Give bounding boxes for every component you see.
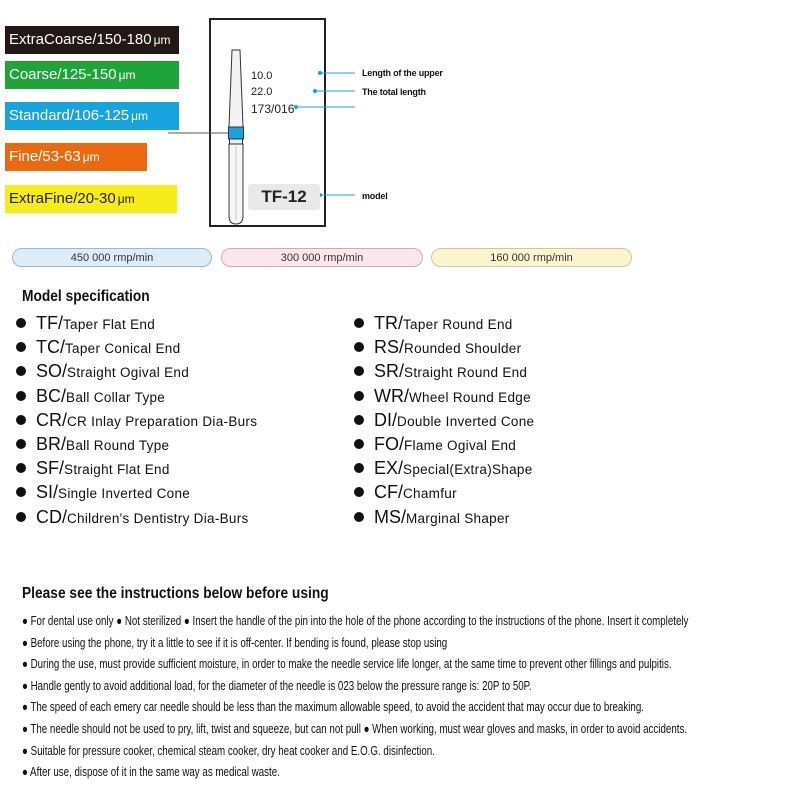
model-description: Straight Flat End xyxy=(64,462,170,478)
model-description: Straight Round End xyxy=(404,365,528,381)
instruction-line: ● The needle should not be used to pry, lift, twist and squeeze, but can not pull ● When working, must wear gloves and masks, in order to avoid accidents. xyxy=(22,722,688,736)
model-description: Wheel Round Edge xyxy=(409,389,531,405)
model-code: CF/ xyxy=(374,482,403,503)
model-badge: TF-12 xyxy=(248,184,320,210)
bur-head xyxy=(229,50,243,127)
bullet-icon xyxy=(354,342,364,352)
callout-length-upper: Length of the upper xyxy=(362,68,443,78)
model-description: Taper Conical End xyxy=(65,341,181,357)
spec-total-length: 22.0 xyxy=(251,86,273,98)
speed-pill-300000: 300 000 rmp/min xyxy=(221,248,423,267)
grit-label: Coarse/125-150 xyxy=(9,66,117,83)
model-spec-item xyxy=(16,361,189,383)
model-spec-item xyxy=(354,410,534,432)
bullet-icon xyxy=(354,439,364,449)
model-code: BC/ xyxy=(36,385,67,406)
model-description: Taper Flat End xyxy=(63,317,155,332)
model-spec-item xyxy=(16,337,180,359)
model-spec-item xyxy=(16,482,190,504)
model-description: Marginal Shaper xyxy=(406,510,510,526)
model-spec-item xyxy=(354,507,510,529)
model-spec-item xyxy=(354,361,527,383)
callout-model: model xyxy=(362,191,388,201)
bur-neck xyxy=(230,139,243,144)
model-spec-item xyxy=(354,386,531,408)
speed-pill-450000: 450 000 rmp/min xyxy=(12,248,212,267)
model-description: Chamfur xyxy=(403,486,457,502)
model-description: Special(Extra)Shape xyxy=(403,462,533,478)
model-spec-item xyxy=(354,313,513,335)
model-code: SR/ xyxy=(374,361,405,382)
model-spec-item xyxy=(16,434,169,456)
instruction-line: ● The speed of each emery car needle should be less than the maximum allowable speed, to avoid the accident that may occur due to breaking. xyxy=(22,700,644,715)
model-spec-item xyxy=(16,458,170,480)
instruction-line: ● For dental use only ● Not sterilized ● Insert the handle of the pin into the hole of the phone according to the instructions of the phone. Insert it completely xyxy=(22,614,689,628)
model-code: FO/ xyxy=(374,434,404,454)
model-code: SI/ xyxy=(36,482,59,503)
bullet-icon xyxy=(354,487,364,497)
bullet-icon xyxy=(16,366,26,376)
instructions-heading: Please see the instructions below before using xyxy=(22,585,329,602)
grit-unit: μm xyxy=(118,68,136,82)
instruction-line: ● Suitable for pressure cooker, chemical steam cooker, dry heat cooker and E.O.G. disinfection. xyxy=(22,743,435,758)
grit-unit: μm xyxy=(131,109,149,123)
model-spec-item xyxy=(16,410,257,432)
callout-dot xyxy=(313,89,317,93)
spec-length-upper: 10.0 xyxy=(251,70,273,82)
grit-label: ExtraFine/20-30 xyxy=(9,190,116,207)
model-code: SO/ xyxy=(36,361,68,382)
model-code: DI/ xyxy=(374,409,398,430)
model-spec-item xyxy=(354,337,521,359)
bullet-icon xyxy=(16,318,26,328)
instruction-line: ● Before using the phone, try it a little to see if it is off-center. If bending is found, please stop using xyxy=(22,635,448,650)
bur-color-ring xyxy=(229,127,244,139)
model-spec-item xyxy=(354,434,516,456)
model-code: MS/ xyxy=(374,506,407,527)
bullet-icon xyxy=(354,366,364,376)
callout-dot xyxy=(294,105,298,109)
model-spec-item xyxy=(16,313,155,335)
bullet-icon xyxy=(16,512,26,522)
grit-label: Standard/106-125 xyxy=(9,107,130,124)
model-description: Straight Ogival End xyxy=(67,365,190,381)
model-description: Ball Round Type xyxy=(66,438,170,453)
speed-pill-160000: 160 000 rmp/min xyxy=(431,248,632,267)
model-spec-heading: Model specification xyxy=(22,288,150,305)
bullet-icon xyxy=(16,463,26,473)
model-code: BR/ xyxy=(36,434,67,454)
model-spec-item xyxy=(16,386,165,408)
model-description: CR Inlay Preparation Dia-Burs xyxy=(67,413,258,429)
callout-dot xyxy=(318,71,322,75)
grit-unit: μm xyxy=(153,33,171,47)
instruction-line: ● During the use, must provide sufficient moisture, in order to make the needle service life longer, at the same time to prevent other fillings and pulpitis. xyxy=(22,657,672,672)
model-code: TF/ xyxy=(36,313,63,333)
bullet-icon xyxy=(354,318,364,328)
model-spec-item xyxy=(354,482,457,504)
bullet-icon xyxy=(354,512,364,522)
grit-label: ExtraCoarse/150-180 xyxy=(9,31,152,48)
bullet-icon xyxy=(16,415,26,425)
grit-unit: μm xyxy=(82,150,100,164)
model-description: Double Inverted Cone xyxy=(397,413,535,429)
bur-illustration xyxy=(0,0,800,240)
model-spec-item xyxy=(354,458,533,480)
instruction-line: ● Handle gently to avoid additional load, for the diameter of the needle is 023 below the pressure range is: 20P to 50P. xyxy=(22,678,532,693)
bullet-icon xyxy=(16,391,26,401)
model-code: CR/ xyxy=(36,409,67,430)
bullet-icon xyxy=(16,487,26,497)
bullet-icon xyxy=(16,439,26,449)
model-description: Children's Dentistry Dia-Burs xyxy=(67,510,249,526)
bullet-icon xyxy=(354,391,364,401)
model-code: TC/ xyxy=(36,337,65,358)
model-code: RS/ xyxy=(374,337,405,358)
bullet-icon xyxy=(354,463,364,473)
model-code: CD/ xyxy=(36,506,67,527)
model-code: TR/ xyxy=(374,313,403,333)
spec-iso-code: 173/016 xyxy=(251,102,295,116)
instruction-line: ● After use, dispose of it in the same way as medical waste. xyxy=(22,765,280,780)
model-spec-item xyxy=(16,507,249,529)
callout-total-length: The total length xyxy=(362,87,426,97)
model-description: Ball Collar Type xyxy=(66,389,166,405)
bullet-icon xyxy=(16,342,26,352)
model-description: Taper Round End xyxy=(403,317,513,332)
bullet-icon xyxy=(354,415,364,425)
model-code: EX/ xyxy=(374,458,404,479)
model-description: Single Inverted Cone xyxy=(58,486,191,502)
model-code: WR/ xyxy=(374,385,409,406)
model-description: Flame Ogival End xyxy=(404,438,517,453)
model-code: SF/ xyxy=(36,458,65,479)
model-description: Rounded Shoulder xyxy=(404,341,522,357)
grit-unit: μm xyxy=(117,192,135,206)
grit-label: Fine/53-63 xyxy=(9,148,81,165)
